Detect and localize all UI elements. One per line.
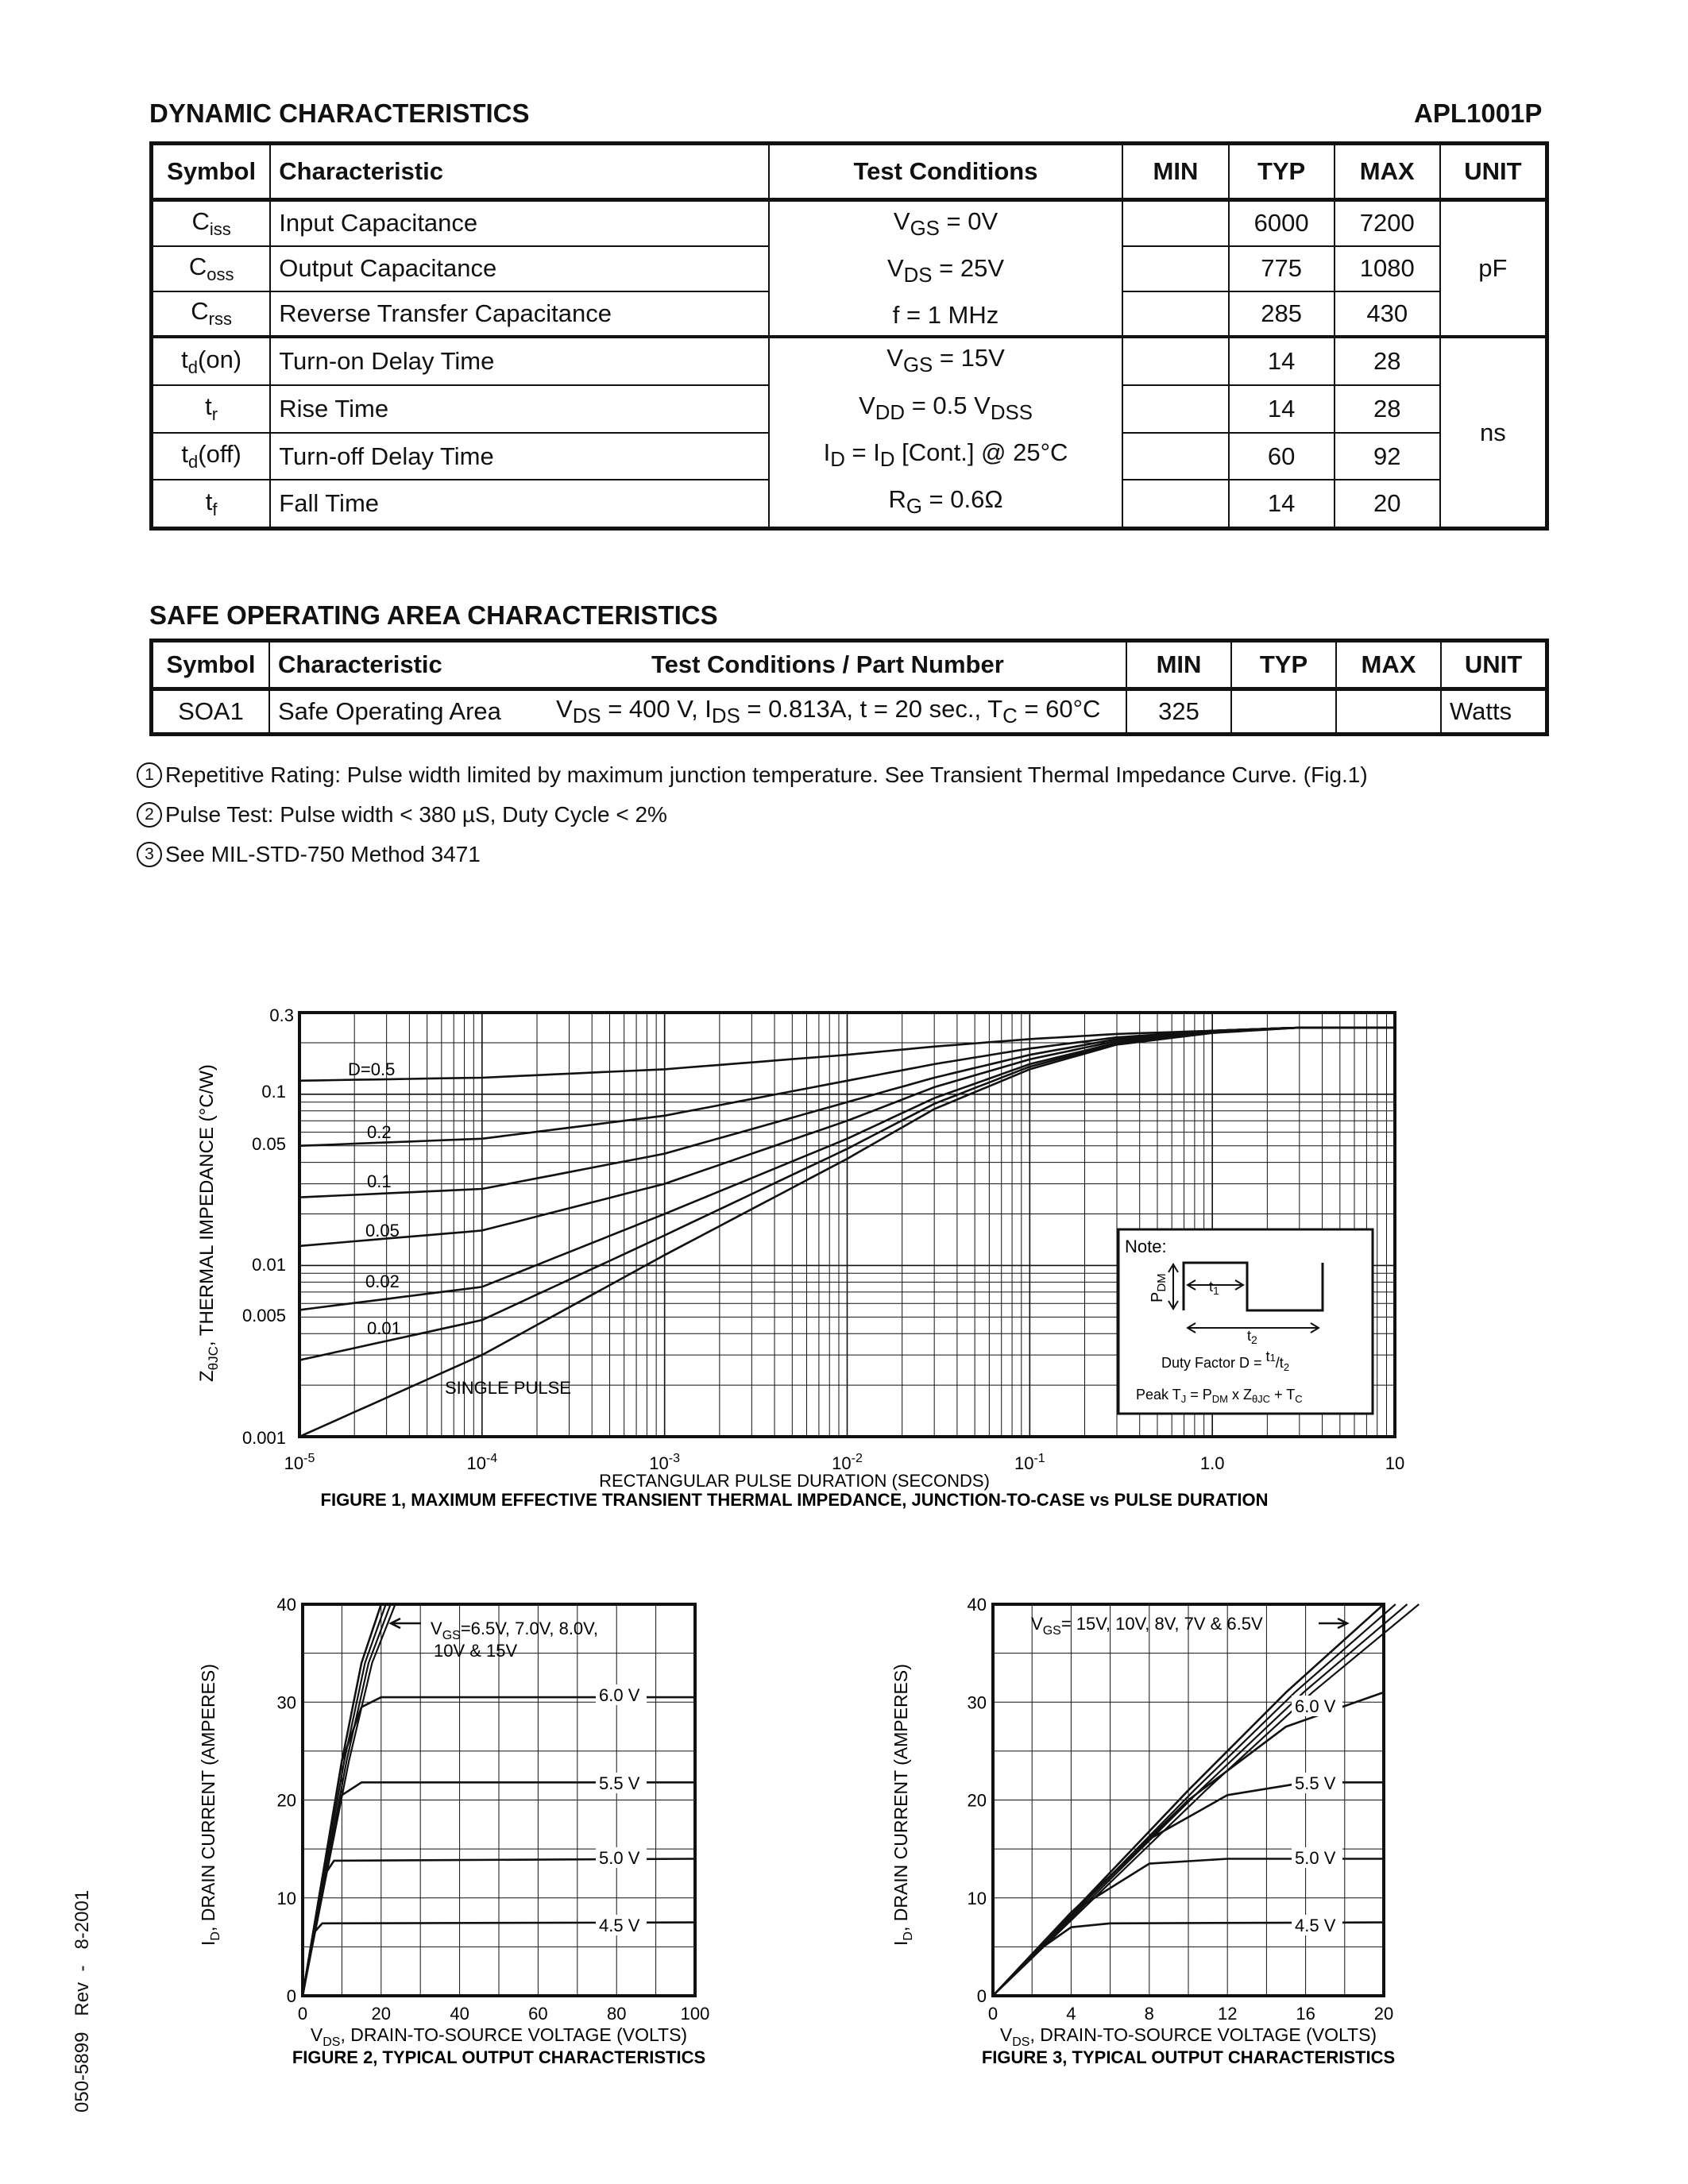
note-number: 1 (137, 762, 162, 788)
note-number: 2 (137, 802, 162, 828)
symbol-ciss: $C_{iss}$ (152, 200, 271, 246)
fig1-note-box (1118, 1229, 1373, 1414)
min-value (1122, 291, 1228, 338)
soa-conditions: $V_{DS} = 400$ V, $I_{DS} = 0.813A$, t = 20 sec., $T_C = 60^\circ C$ (548, 689, 1126, 735)
header-symbol: Symbol (152, 144, 271, 200)
min-value (1122, 246, 1228, 291)
curve-label-d05: D=0.5 (348, 1059, 396, 1079)
symbol-soa1: SOA1 (152, 689, 270, 735)
symbol-tf: $t_f$ (152, 480, 271, 528)
fig2-curve-label: 4.5 V (599, 1916, 640, 1935)
typ-value: 14 (1229, 480, 1335, 528)
fig3-curve-label: 4.5 V (1295, 1916, 1336, 1935)
table-row (152, 689, 1547, 735)
t1-label: $t_1$ (1209, 1279, 1219, 1297)
typ-value: 60 (1229, 433, 1335, 480)
fig1-x-tick: 1.0 (1199, 1453, 1225, 1473)
fig2-x-tick: 20 (371, 2004, 392, 2024)
header-max: MAX (1336, 641, 1441, 689)
part-number: APL1001P (1414, 98, 1543, 128)
curve-label-single-pulse: SINGLE PULSE (445, 1378, 571, 1398)
fig3-caption: FIGURE 3, TYPICAL OUTPUT CHARACTERISTICS (981, 2047, 1396, 2067)
fig3-y-label: $I_D$, DRAIN CURRENT (AMPERES) (890, 1664, 915, 1946)
fig2-x-tick: 80 (606, 2004, 627, 2024)
fig1-y-tick: 0.1 (261, 1082, 286, 1102)
duty-factor-text: Duty Factor $D = t1/t_2$ (1161, 1349, 1290, 1373)
table-row (152, 337, 1547, 385)
fig3-x-label: $V_{DS}$, DRAIN-TO-SOURCE VOLTAGE (VOLTS) (999, 2024, 1377, 2049)
max-value: 1080 (1335, 246, 1440, 291)
note-title: Note: (1125, 1237, 1167, 1256)
header-characteristic: Characteristic (270, 144, 768, 200)
symbol-td-on: $t_d(on)$ (152, 337, 271, 385)
fig1-x-ticks (284, 1452, 1405, 1473)
fig2-y-tick: 30 (276, 1692, 296, 1713)
typ-value: 14 (1229, 337, 1335, 385)
curve-label-d01: 0.1 (367, 1171, 392, 1191)
fig3-curve-label: 6.0 V (1295, 1696, 1336, 1716)
max-value (1336, 689, 1441, 735)
switching-conditions: $V_{GS} = 15V$ $V_{DD} = 0.5$ $V_{DSS}$ $I_D = I_D$ [Cont.] @ 25°C $R_G = 0.6\Omega$ (769, 337, 1123, 528)
unit-ns: ns (1440, 337, 1547, 528)
header-symbol: Symbol (152, 641, 270, 689)
min-value (1122, 337, 1228, 385)
max-value: 92 (1335, 433, 1440, 480)
symbol-crss: $C_{rss}$ (152, 291, 271, 338)
peak-tj-text: Peak $T_J = P_{DM}$ x $Z_{\theta JC} + T_C$ (1136, 1387, 1303, 1405)
fig2-y-tick: 40 (276, 1595, 296, 1615)
fig1-x-tick: 10 (1385, 1453, 1405, 1473)
fig2-curve-label: 6.0 V (599, 1685, 640, 1705)
t2-label: $t_2$ (1247, 1328, 1257, 1346)
fig3-x-tick: 16 (1296, 2004, 1315, 2024)
char-rise-time: Rise Time (270, 385, 768, 433)
table-header-row (152, 144, 1547, 200)
note-1: 1 Repetitive Rating: Pulse width limited by maximum junction temperature. See Transient Thermal Impedance Curve. (Fig.1) (137, 762, 1368, 788)
fig3-curve-label: 5.5 V (1295, 1773, 1336, 1793)
char-output-capacitance: Output Capacitance (270, 246, 768, 291)
curve-label-d001: 0.01 (367, 1318, 401, 1338)
max-value: 20 (1335, 480, 1440, 528)
min-value (1122, 200, 1228, 246)
capacitance-conditions: $V_{GS} = 0V$ $V_{DS} = 25V$ f = 1 MHz (769, 200, 1123, 338)
typ-value: 285 (1229, 291, 1335, 338)
fig2-x-tick: 0 (297, 2004, 308, 2024)
fig2-arrow-icon (391, 1619, 421, 1628)
figure-2 (183, 1572, 739, 2081)
fig1-x-tick: $10^{-4}$ (466, 1452, 498, 1473)
curve-label-d02: 0.2 (367, 1122, 392, 1142)
min-value (1122, 480, 1228, 528)
fig3-y-tick: 10 (967, 1888, 987, 1908)
fig3-y-tick: 40 (967, 1595, 987, 1615)
fig2-curve-label: 5.5 V (599, 1773, 640, 1793)
header-test-conditions: Test Conditions (769, 144, 1123, 200)
fig3-y-tick: 0 (976, 1986, 987, 2006)
fig1-y-tick: 0.05 (252, 1134, 286, 1154)
soa-table (149, 639, 1549, 736)
min-value: 325 (1126, 689, 1231, 735)
note-number: 3 (137, 842, 162, 867)
fig2-y-tick: 10 (276, 1888, 296, 1908)
fig1-y-tick: 0.01 (252, 1255, 286, 1275)
fig1-y-label: $Z_{\theta JC}$, THERMAL IMPEDANCE (°C/W) (196, 1064, 221, 1382)
max-value: 28 (1335, 385, 1440, 433)
fig2-y-tick: 0 (286, 1986, 296, 2006)
fig3-vgs-label: $V_{GS}= 15V$, 10V, 8V, 7V & 6.5V (1031, 1614, 1263, 1638)
revision-text: 050-5899 Rev - 8-2001 (71, 1889, 93, 2113)
fig1-y-tick: 0.3 (269, 1005, 294, 1025)
pdm-label: $P_{DM}$ (1149, 1273, 1168, 1302)
fig3-x-tick: 20 (1373, 2004, 1394, 2024)
max-value: 7200 (1335, 200, 1440, 246)
header-typ: TYP (1229, 144, 1335, 200)
fig3-y-tick: 20 (967, 1790, 987, 1811)
fig1-x-tick: $10^{-5}$ (284, 1452, 315, 1473)
curve-label-d002: 0.02 (365, 1271, 400, 1291)
max-value: 28 (1335, 337, 1440, 385)
typ-value: 6000 (1229, 200, 1335, 246)
symbol-tr: $t_r$ (152, 385, 271, 433)
header-max: MAX (1335, 144, 1440, 200)
fig2-caption: FIGURE 2, TYPICAL OUTPUT CHARACTERISTICS (292, 2047, 706, 2067)
note-3: 3 See MIL-STD-750 Method 3471 (137, 842, 481, 867)
fig3-x-tick: 4 (1066, 2004, 1076, 2024)
dynamic-title: DYNAMIC CHARACTERISTICS (149, 98, 530, 128)
fig2-x-tick: 60 (528, 2004, 548, 2024)
fig1-caption: FIGURE 1, MAXIMUM EFFECTIVE TRANSIENT THERMAL IMPEDANCE, JUNCTION-TO-CASE vs PULSE DURATION (320, 1490, 1269, 1510)
typ-value: 14 (1229, 385, 1335, 433)
char-turn-on-delay: Turn-on Delay Time (270, 337, 768, 385)
fig2-x-tick: 40 (450, 2004, 469, 2024)
symbol-coss: $C_{oss}$ (152, 246, 271, 291)
unit-pf: pF (1440, 200, 1547, 338)
table-row (152, 200, 1547, 246)
figure-1 (0, 985, 1688, 1525)
fig1-x-tick: $10^{-3}$ (649, 1452, 681, 1473)
soa-title: SAFE OPERATING AREA CHARACTERISTICS (149, 600, 718, 630)
char-fall-time: Fall Time (270, 480, 768, 528)
char-reverse-transfer-capacitance: Reverse Transfer Capacitance (270, 291, 768, 338)
fig2-y-tick: 20 (276, 1790, 296, 1811)
fig2-y-label: $I_D$, DRAIN CURRENT (AMPERES) (198, 1664, 222, 1946)
fig2-curve-label: 5.0 V (599, 1848, 640, 1868)
typ-value (1231, 689, 1336, 735)
header-min: MIN (1122, 144, 1228, 200)
curve-label-d005: 0.05 (365, 1221, 400, 1241)
dynamic-table (149, 141, 1549, 531)
char-safe-operating-area: Safe Operating Area (269, 689, 548, 735)
fig3-x-tick: 0 (987, 2004, 999, 2024)
fig1-x-tick: $10^{-1}$ (1014, 1452, 1045, 1473)
fig3-curve-label: 5.0 V (1295, 1848, 1336, 1868)
table-header-row (152, 641, 1547, 689)
min-value (1122, 385, 1228, 433)
typ-value: 775 (1229, 246, 1335, 291)
header-min: MIN (1126, 641, 1231, 689)
header-unit: UNIT (1440, 144, 1547, 200)
char-input-capacitance: Input Capacitance (270, 200, 768, 246)
header-characteristic-conditions: Characteristic Test Conditions / Part Number (269, 641, 1126, 689)
fig2-vgs-label: $V_{GS}=6.5V$, 7.0V, 8.0V, (431, 1619, 598, 1642)
fig3-x-tick: 12 (1217, 2004, 1238, 2024)
symbol-td-off: $t_d(off)$ (152, 433, 271, 480)
fig2-x-tick: 100 (680, 2004, 710, 2024)
max-value: 430 (1335, 291, 1440, 338)
header-unit: UNIT (1441, 641, 1547, 689)
char-turn-off-delay: Turn-off Delay Time (270, 433, 768, 480)
header-typ: TYP (1231, 641, 1336, 689)
fig3-x-tick: 8 (1144, 2004, 1154, 2024)
figure-3 (874, 1572, 1430, 2081)
fig2-x-label: $V_{DS}$, DRAIN-TO-SOURCE VOLTAGE (VOLTS) (310, 2024, 688, 2049)
unit-watts: Watts (1441, 689, 1547, 735)
fig1-y-tick: 0.005 (241, 1306, 286, 1325)
min-value (1122, 433, 1228, 480)
note-2: 2 Pulse Test: Pulse width < 380 µS, Duty Cycle < 2% (137, 802, 667, 828)
fig1-y-tick: 0.001 (241, 1428, 286, 1448)
fig3-arrow-icon (1319, 1619, 1347, 1628)
fig3-y-tick: 30 (967, 1692, 987, 1713)
fig2-vgs-label-2: 10V & 15V (434, 1641, 518, 1661)
fig1-x-tick: $10^{-2}$ (832, 1452, 863, 1473)
fig1-x-label: RECTANGULAR PULSE DURATION (SECONDS) (599, 1471, 990, 1491)
